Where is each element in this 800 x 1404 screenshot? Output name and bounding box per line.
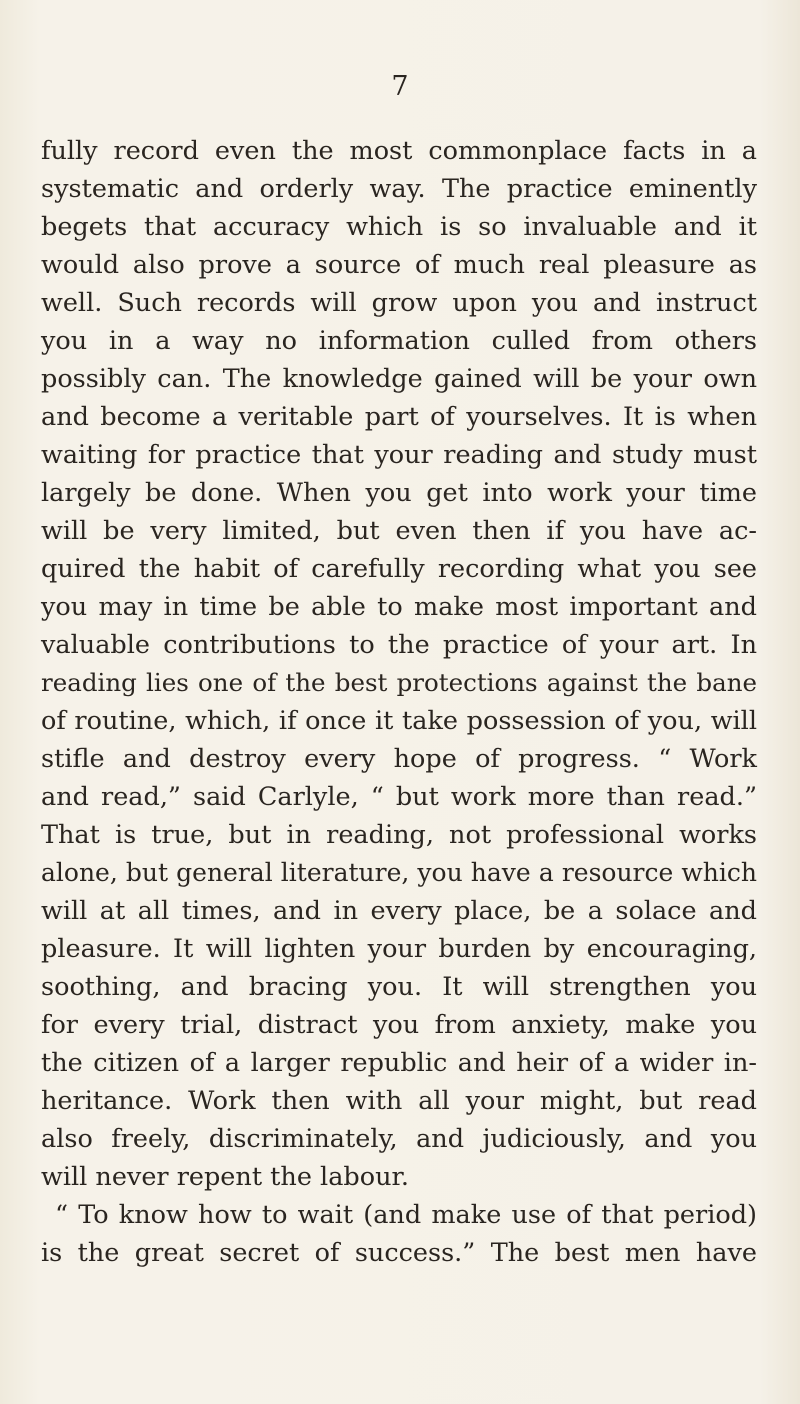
text-line: stifle and destroy every hope of progress. “ Work [41, 744, 757, 774]
body-text [41, 132, 757, 1272]
text-line: is the great secret of success.” The best men have [41, 1238, 757, 1268]
text-line: valuable contributions to the practice of your art. In [41, 630, 757, 660]
text-line: largely be done. When you get into work your time [41, 478, 757, 508]
text-line: begets that accuracy which is so invaluable and it [41, 212, 757, 242]
text-line: will be very limited, but even then if you have ac- [41, 516, 757, 546]
text-line: and read,” said Carlyle, “ but work more than read.” [41, 782, 757, 812]
text-line: heritance. Work then with all your might, but read [41, 1086, 757, 1116]
text-line: well. Such records will grow upon you and instruct [41, 288, 757, 318]
text-line: the citizen of a larger republic and heir of a wider in- [41, 1048, 757, 1078]
text-line: you may in time be able to make most important and [41, 592, 757, 622]
text-line: soothing, and bracing you. It will strengthen you [41, 972, 757, 1002]
text-line: waiting for practice that your reading and study must [41, 440, 757, 470]
text-line: also freely, discriminately, and judiciously, and you [41, 1124, 757, 1154]
text-line: possibly can. The knowledge gained will be your own [41, 364, 757, 394]
text-line: for every trial, distract you from anxiety, make you [41, 1010, 757, 1040]
text-line: quired the habit of carefully recording what you see [41, 554, 757, 584]
text-line: reading lies one of the best protections against the bane [41, 668, 757, 697]
text-line-paragraph-end: will never repent the labour. [41, 1162, 409, 1192]
text-line: would also prove a source of much real pleasure as [41, 250, 757, 280]
text-line: systematic and orderly way. The practice eminently [41, 174, 757, 204]
page-number: 7 [391, 71, 409, 102]
text-line: pleasure. It will lighten your burden by encouraging, [41, 934, 757, 964]
text-line: and become a veritable part of yourselves. It is when [41, 402, 757, 432]
text-line-paragraph-start: “ To know how to wait (and make use of that period) [55, 1200, 757, 1230]
text-line: alone, but general literature, you have a resource which [41, 858, 757, 887]
text-line: of routine, which, if once it take possession of you, will [41, 706, 757, 736]
text-line: fully record even the most commonplace facts in a [41, 136, 757, 166]
text-line: will at all times, and in every place, be a solace and [41, 896, 757, 926]
text-line: That is true, but in reading, not professional works [41, 820, 757, 850]
text-line: you in a way no information culled from others [41, 326, 757, 356]
